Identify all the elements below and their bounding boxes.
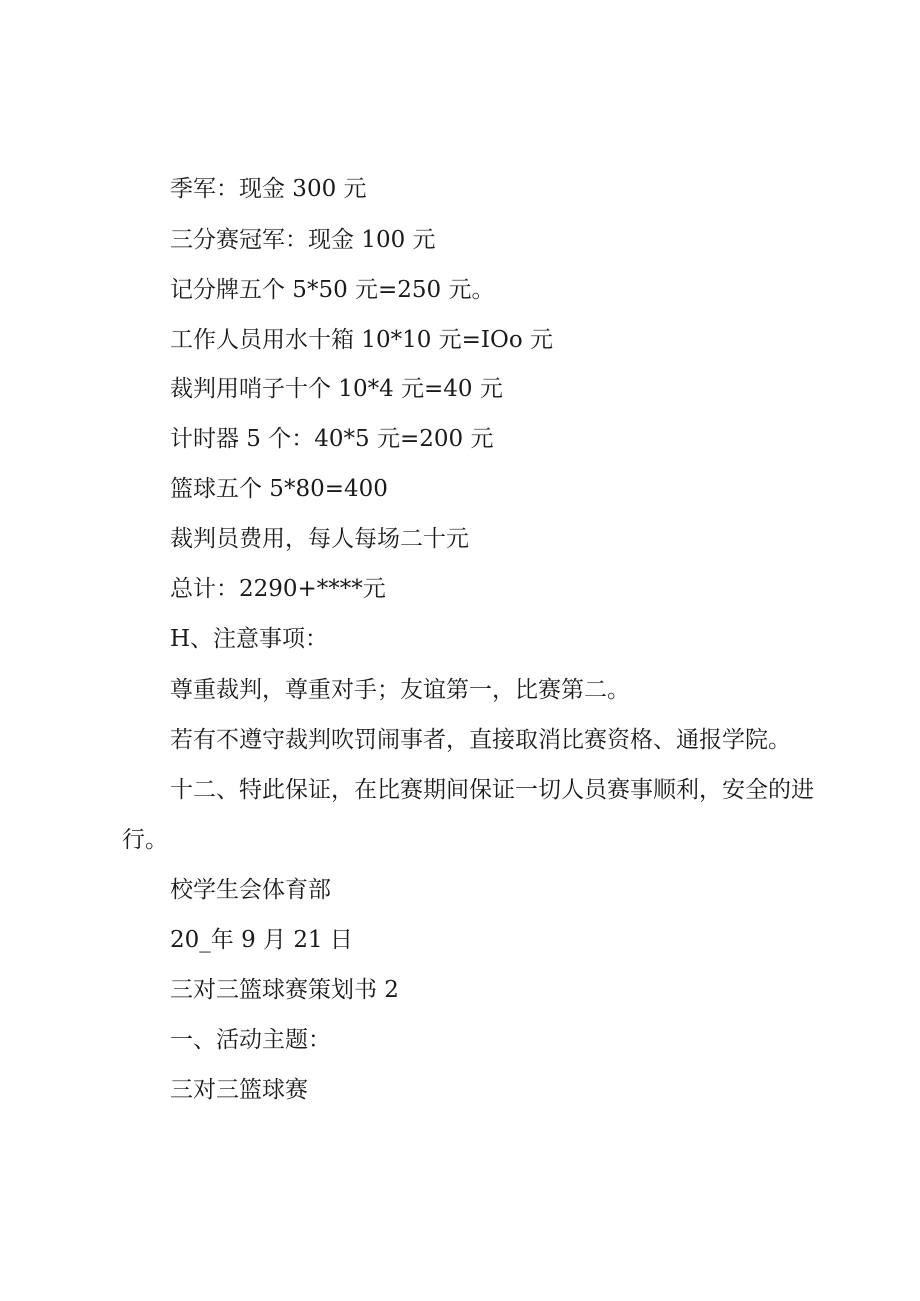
text-line-three-point-champion: 三分赛冠军：现金 100 元 [170,227,436,253]
text-line-respect: 尊重裁判，尊重对手；友谊第一，比赛第二。 [170,677,630,703]
text-line-referee-fees: 裁判员费用，每人每场二十元 [170,526,469,552]
section-heading-theme: 一、活动主题： [170,1027,331,1053]
section-heading-notes: H、注意事项： [170,626,329,652]
text-line-total: 总计：2290+****元 [170,576,386,602]
text-line-theme: 三对三篮球赛 [170,1077,308,1103]
text-line-guarantee-part-2: 行。 [122,827,168,853]
text-line-disqualification: 若有不遵守裁判吹罚闹事者，直接取消比赛资格、通报学院。 [170,727,791,753]
text-line-referee-whistles: 裁判用哨子十个 10*4 元=40 元 [170,376,503,402]
text-line-basketballs: 篮球五个 5*80=400 [170,476,388,502]
text-line-timers: 计时器 5 个：40*5 元=200 元 [170,426,494,452]
text-line-scoreboards: 记分牌五个 5*50 元=250 元。 [170,277,495,303]
text-line-third-place: 季军：现金 300 元 [170,176,367,202]
text-line-staff-water: 工作人员用水十箱 10*10 元=IOo 元 [170,327,554,353]
signature-date: 20_年 9 月 21 日 [170,927,353,953]
text-line-guarantee-part-1: 十二、特此保证，在比赛期间保证一切人员赛事顺利，安全的进 [170,777,814,803]
document-title-2: 三对三篮球赛策划书 2 [170,977,399,1003]
signature-organization: 校学生会体育部 [170,877,331,903]
